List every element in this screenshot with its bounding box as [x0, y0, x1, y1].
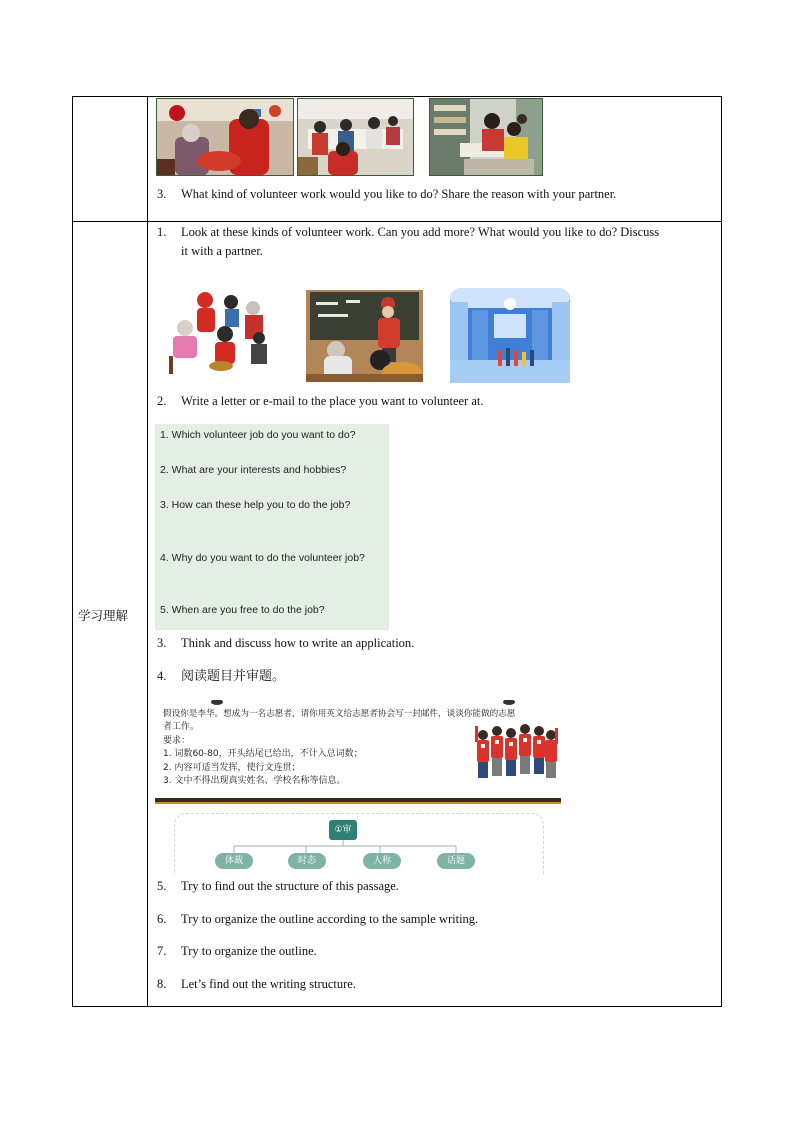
volunteer-photo-library [429, 98, 543, 176]
item-text: Let’s find out the writing structure. [181, 977, 356, 991]
item-number: 3. [157, 187, 167, 201]
volunteer-group-illustration [473, 722, 559, 792]
mindmap-node: 时态 [288, 853, 326, 869]
item-text: Try to organize the outline. [181, 944, 317, 958]
table-border-top [72, 96, 722, 97]
item-text: Think and discuss how to write an application. [181, 636, 415, 650]
section-label: 学习理解 [78, 608, 129, 623]
item-text: Write a letter or e-mail to the place you want to volunteer at. [181, 394, 484, 408]
guide-question: 5. When are you free to do the job? [160, 604, 325, 616]
task-line: 要求： [163, 736, 191, 746]
volunteer-photo-elderly [156, 98, 294, 176]
decor-dot [502, 700, 516, 706]
item-text-line2: it with a partner. [181, 244, 263, 258]
task-line: 假设你是李华。想成为一名志愿者，请你用英文给志愿者协会写一封邮件，谈谈你能做的志愿 [163, 709, 516, 719]
illustration-elderly-care [163, 290, 273, 375]
guide-question: 2. What are your interests and hobbies? [160, 464, 347, 476]
mindmap-connectors [230, 840, 460, 854]
guide-question: 1. Which volunteer job do you want to do? [160, 429, 356, 441]
table-border-bottom [72, 1006, 722, 1007]
volunteer-photo-meeting [297, 98, 414, 176]
item-text: 阅读题目并审题。 [181, 669, 286, 684]
guide-question: 4. Why do you want to do the volunteer job? [160, 552, 365, 564]
mindmap-node: 体裁 [215, 853, 253, 869]
guide-question: 3. How can these help you to do the job? [160, 499, 351, 511]
item-text: What kind of volunteer work would you like to do? Share the reason with your partner. [181, 187, 617, 201]
item-text: Try to organize the outline according to the sample writing. [181, 912, 479, 926]
table-row-divider [72, 221, 722, 222]
mindmap-node: 话题 [437, 853, 475, 869]
task-line: 者工作。 [163, 722, 200, 732]
slide-bottom-bar [155, 798, 561, 804]
table-border-left [72, 96, 73, 1007]
task-line: 2. 内容可适当发挥，使行文连贯； [163, 763, 301, 773]
writing-task-slide [155, 700, 561, 804]
task-line: 1. 词数60-80，开头结尾已给出，不计入总词数； [163, 749, 363, 759]
guide-questions-box [155, 424, 389, 630]
task-line: 3. 文中不得出现真实姓名、学校名称等信息。 [163, 776, 346, 786]
item-text: Look at these kinds of volunteer work. Can you add more? What would you like to do? Discuss [181, 225, 660, 239]
mindmap-node: 人称 [363, 853, 401, 869]
item-text: Try to find out the structure of this passage. [181, 879, 399, 893]
table-border-right [721, 96, 722, 1007]
mindmap-root: ①审 [329, 820, 357, 840]
illustration-teaching [306, 290, 423, 382]
table-column-divider [147, 96, 148, 1007]
decor-dot [210, 700, 224, 706]
illustration-museum [450, 288, 570, 383]
